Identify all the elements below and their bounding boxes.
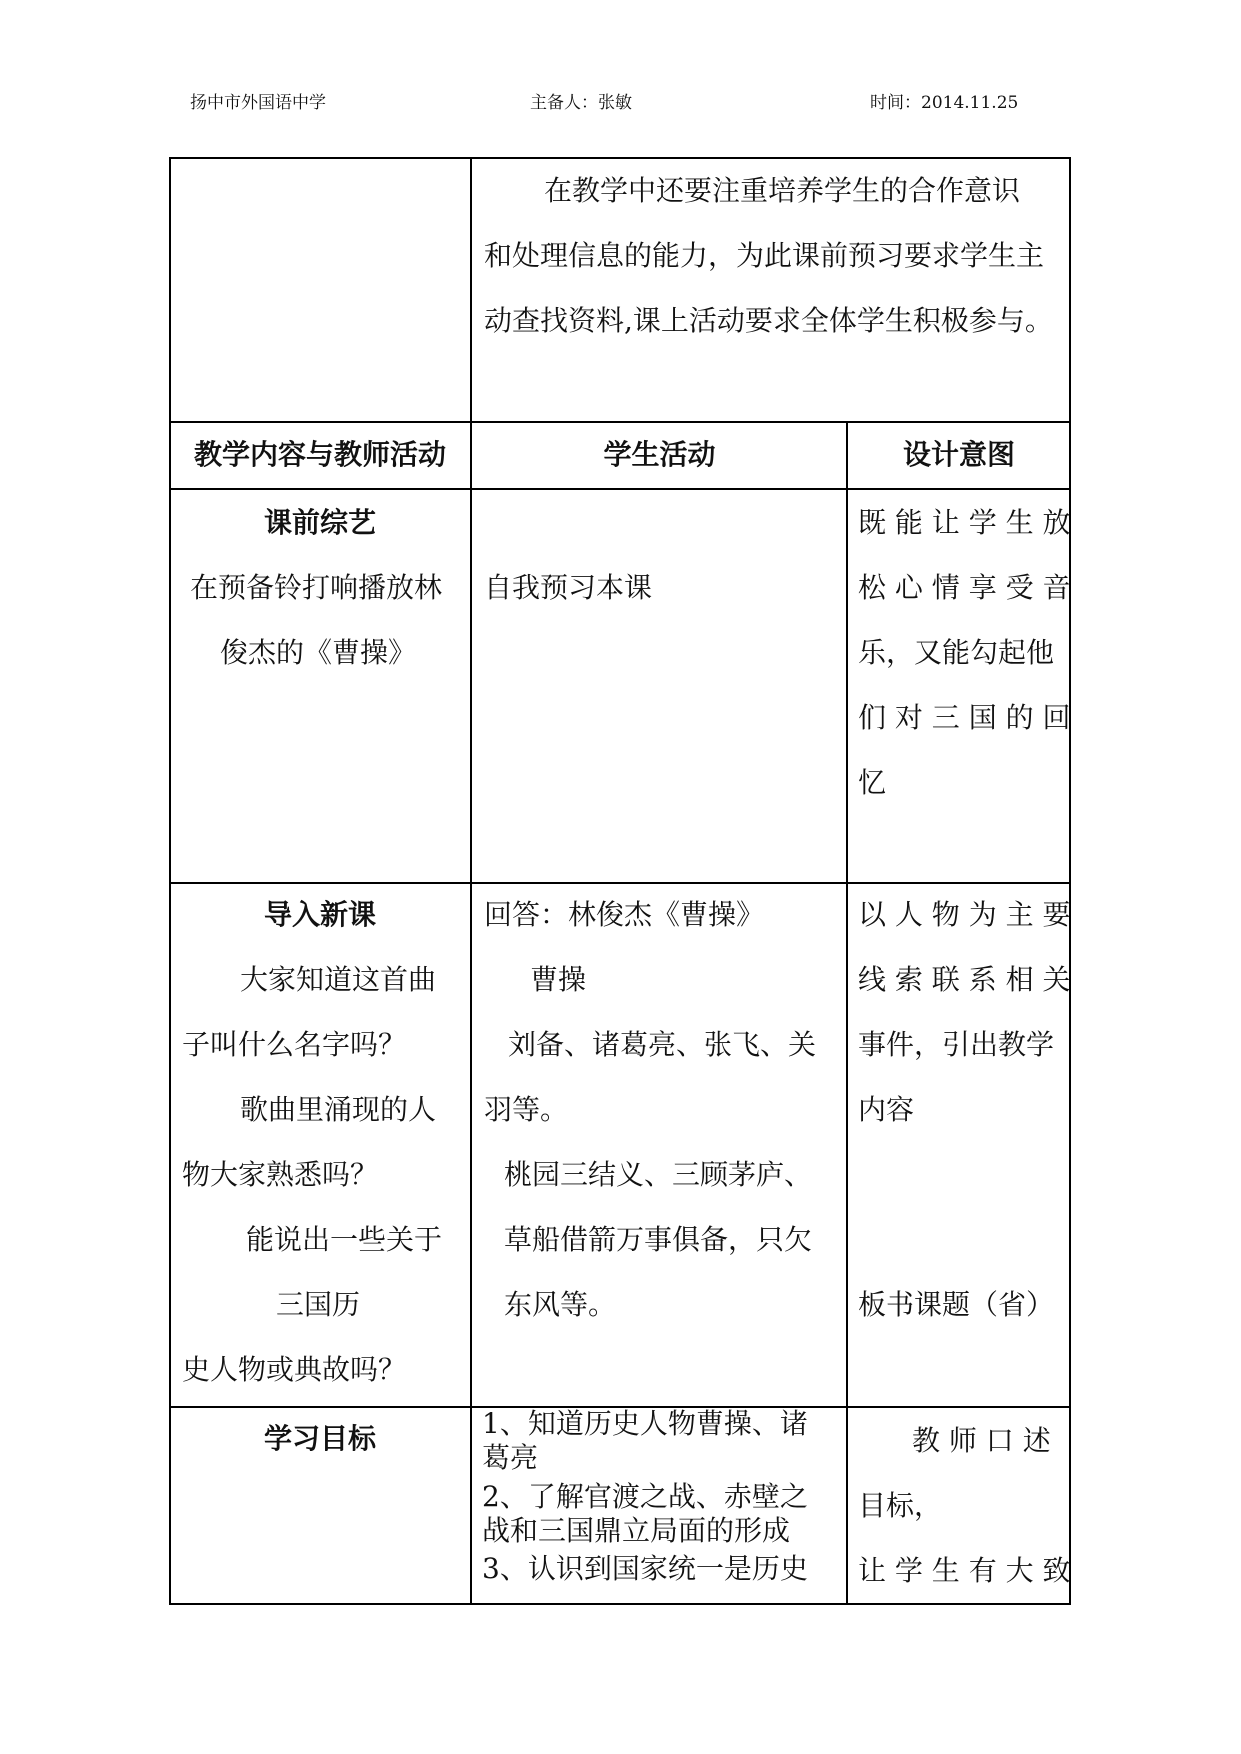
teacher-line: 能说出一些关于 <box>246 1223 443 1256</box>
table-border-left <box>169 157 171 1605</box>
header-design-intent: 设计意图 <box>902 438 1015 471</box>
top-paragraph-line: 动查找资料,课上活动要求全体学生积极参与。 <box>484 304 1053 337</box>
teacher-line: 三国历 <box>276 1288 361 1321</box>
intent-line: 内容 <box>858 1093 915 1126</box>
row-title-pre-class: 课前综艺 <box>263 506 376 539</box>
preparer: 主备人：张敏 <box>530 93 632 113</box>
teacher-line: 歌曲里涌现的人 <box>240 1093 437 1126</box>
goal-line: 2、了解官渡之战、赤壁之 <box>482 1480 808 1513</box>
intent-line: 既 能 让 学 生 放 <box>858 506 1071 539</box>
student-line: 东风等。 <box>504 1288 617 1321</box>
intent-line: 们 对 三 国 的 回 <box>858 701 1071 734</box>
student-line: 桃园三结义、三顾茅庐、 <box>504 1158 813 1191</box>
school-name: 扬中市外国语中学 <box>190 93 326 113</box>
goal-line: 1、知道历史人物曹操、诸 <box>482 1407 808 1440</box>
student-line: 回答：林俊杰《曹操》 <box>484 898 765 931</box>
intent-line: 教 师 口 述 <box>912 1424 1051 1457</box>
intent-line: 目标， <box>858 1489 943 1522</box>
student-line: 自我预习本课 <box>484 571 653 604</box>
intent-line: 线 索 联 系 相 关 <box>858 963 1071 996</box>
header-teacher-activity: 教学内容与教师活动 <box>193 438 446 471</box>
row-title-learning-goals: 学习目标 <box>263 1422 376 1455</box>
teacher-line: 在预备铃打响播放林 <box>190 571 443 604</box>
teacher-line: 物大家熟悉吗？ <box>182 1158 379 1191</box>
intent-line: 乐，又能勾起他 <box>858 636 1055 669</box>
top-paragraph-line: 在教学中还要注重培养学生的合作意识 <box>544 174 1021 207</box>
page-header <box>190 88 1070 118</box>
column-divider <box>846 421 848 1605</box>
teacher-line: 史人物或典故吗？ <box>182 1353 407 1386</box>
intent-line: 松 心 情 享 受 音 <box>858 571 1071 604</box>
student-line: 刘备、诸葛亮、张飞、关 <box>508 1028 817 1061</box>
student-line: 草船借箭万事俱备，只欠 <box>504 1223 813 1256</box>
goal-line: 葛亮 <box>482 1441 539 1474</box>
intent-line: 以 人 物 为 主 要 <box>858 898 1071 931</box>
teacher-line: 俊杰的《曹操》 <box>220 636 417 669</box>
student-line: 曹操 <box>530 963 587 996</box>
header-student-activity: 学生活动 <box>603 438 716 471</box>
intent-line: 让 学 生 有 大 致 <box>858 1554 1071 1587</box>
goal-line: 战和三国鼎立局面的形成 <box>482 1514 791 1547</box>
goal-line: 3、认识到国家统一是历史 <box>482 1552 808 1585</box>
row-title-introduction: 导入新课 <box>263 898 376 931</box>
top-paragraph-line: 和处理信息的能力，为此课前预习要求学生主 <box>484 239 1045 272</box>
teacher-line: 大家知道这首曲 <box>240 963 437 996</box>
table-border-right <box>1069 157 1071 1605</box>
intent-line: 事件，引出教学 <box>858 1028 1055 1061</box>
student-line: 羽等。 <box>484 1093 569 1126</box>
column-divider <box>470 157 472 1605</box>
intent-line: 板书课题（省） <box>858 1288 1055 1321</box>
teacher-line: 子叫什么名字吗？ <box>182 1028 407 1061</box>
intent-line: 忆 <box>858 766 887 799</box>
date-time: 时间：2014.11.25 <box>870 93 1019 113</box>
table-border-bottom <box>169 1603 1071 1605</box>
